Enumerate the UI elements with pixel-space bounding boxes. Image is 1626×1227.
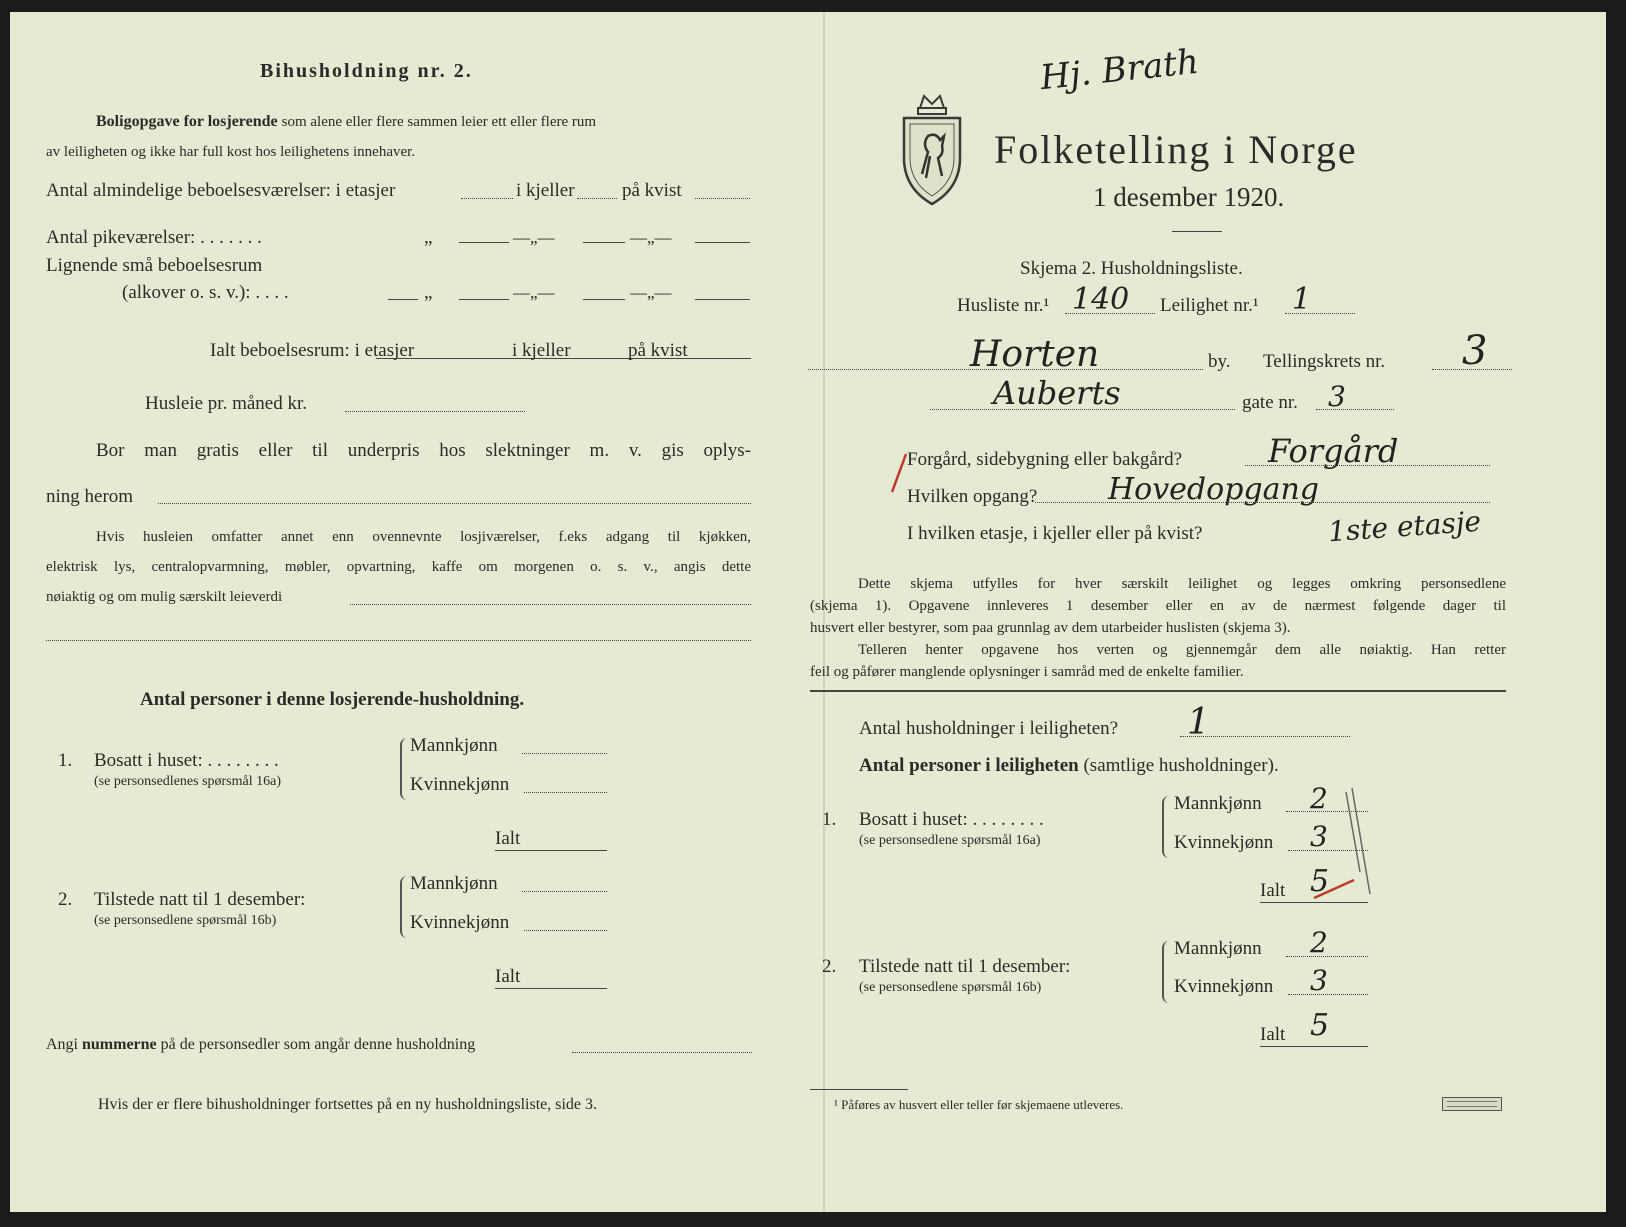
husleie-label: Husleie pr. måned kr.: [145, 393, 307, 414]
pike-ditto-3: —„—: [630, 228, 672, 247]
ialt-beboelse-label: Ialt beboelsesrum: i etasjer: [210, 340, 415, 361]
angi-line: [46, 1036, 475, 1054]
para-line-2: (skjema 1). Opgavene innleveres 1 desember eller en av de nærmest følgende dager til: [810, 598, 1506, 614]
pike-line-3: [695, 242, 750, 243]
q1-brace: [400, 738, 410, 800]
rq2-mann-line: [1286, 956, 1368, 957]
intro-rest-1: som alene eller flere sammen leier ett eller flere rum: [281, 114, 597, 130]
rq2-label: Tilstede natt til 1 desember:: [859, 956, 1071, 977]
para-line-1: Dette skjema utfylles for hver særskilt leilighet og legges omkring personsedlene: [858, 576, 1506, 592]
rq1-kvinne-label: Kvinnekjønn: [1174, 832, 1274, 853]
hvis-line-3: nøiaktig og om mulig særskilt leieverdi: [46, 589, 283, 605]
ialt-kvist-label: på kvist: [628, 340, 688, 361]
antal-bold: Antal personer i leiligheten: [859, 755, 1079, 776]
footnote-rule: [810, 1089, 908, 1090]
rooms-kvist-label: på kvist: [622, 180, 682, 201]
bor-line: [158, 503, 751, 504]
section-rule: [810, 690, 1506, 692]
forgard-line: [1245, 465, 1490, 466]
rq1-ialt-value: 5: [1310, 864, 1330, 899]
rooms-etasjer-line: [461, 198, 513, 199]
tellingskrets-label: Tellingskrets nr.: [1263, 351, 1386, 372]
rq1-sub: (se personsedlene spørsmål 16a): [859, 833, 1041, 848]
rq2-ialt-value: 5: [1310, 1008, 1330, 1043]
rq2-mann-label: Mannkjønn: [1174, 938, 1262, 959]
q2-mann-line: [522, 891, 607, 892]
opgang-value: Hovedopgang: [1108, 472, 1320, 507]
q2-kvinne-label: Kvinnekjønn: [410, 912, 510, 933]
leilighet-value: 1: [1292, 282, 1312, 317]
bor-line-1: Bor man gratis eller til underpris hos slektninger m. v. gis oplys-: [96, 440, 751, 461]
census-date: 1 desember 1920.: [1093, 182, 1285, 212]
q2-sub: (se personsedlene spørsmål 16b): [94, 913, 277, 928]
forgard-label: Forgård, sidebygning eller bakgård?: [907, 449, 1183, 470]
leieverdi-line: [350, 604, 751, 605]
main-title: Folketelling i Norge: [994, 127, 1358, 172]
angi-rest: på de personsedler som angår denne husholdning: [160, 1036, 476, 1053]
signature: Hj. Brath: [1038, 41, 1201, 99]
q2-ialt-line: [495, 988, 607, 989]
rooms-kjeller-label: i kjeller: [516, 180, 575, 201]
by-label: by.: [1208, 351, 1231, 372]
q2-kvinne-line: [524, 930, 607, 931]
blank-line: [46, 640, 751, 641]
q2-label: Tilstede natt til 1 desember:: [94, 889, 306, 910]
gate-line: [1316, 409, 1394, 410]
q1-kvinne-line: [524, 792, 607, 793]
tally-check-marks-icon: [1300, 782, 1380, 912]
q1-ialt-line: [495, 850, 607, 851]
street-value: Auberts: [993, 374, 1121, 412]
skjema-label: Skjema 2. Husholdningsliste.: [1020, 258, 1243, 279]
q1-label: Bosatt i huset: . . . . . . . .: [94, 750, 279, 771]
forgard-value: Forgård: [1268, 432, 1399, 470]
left-footer: Hvis der er flere bihusholdninger fortsettes på en ny husholdningsliste, side 3.: [98, 1096, 598, 1113]
etasje-value: 1ste etasje: [1327, 504, 1483, 549]
husliste-label: Husliste nr.¹: [957, 295, 1050, 316]
intro-line-1: [96, 113, 596, 131]
ant-hush-value: 1: [1187, 702, 1210, 743]
footnote: ¹ Påføres av husvert eller teller før skjemaene utleveres.: [834, 1097, 1124, 1112]
q1-ialt-label: Ialt: [495, 828, 521, 849]
lign-ditto-3: —„—: [630, 283, 672, 302]
leilighet-label: Leilighet nr.¹: [1160, 295, 1259, 316]
tellingskrets-value: 3: [1462, 328, 1488, 374]
angi-pre: Angi: [46, 1036, 78, 1053]
lign-line-3: [695, 299, 750, 300]
pike-ditto-1: „: [424, 227, 433, 248]
rq1-mann-label: Mannkjønn: [1174, 793, 1262, 814]
ant-hush-label: Antal husholdninger i leiligheten?: [859, 718, 1119, 739]
rq1-label: Bosatt i huset: . . . . . . . .: [859, 809, 1044, 830]
rq2-mann-value: 2: [1310, 926, 1328, 959]
antal-heading: Antal personer i denne losjerende-husholdning.: [140, 689, 525, 710]
q2-brace: [400, 876, 410, 938]
rooms-label: Antal almindelige beboelsesværelser: i etasjer: [46, 180, 396, 201]
lign-line-1: [459, 299, 509, 300]
lignende-line-1: Lignende små beboelsesrum: [46, 255, 263, 276]
town-value: Horten: [970, 334, 1100, 375]
lignende-line-2: (alkover o. s. v.): . . . .: [122, 282, 289, 303]
town-line: [808, 369, 1203, 370]
lign-ditto-2: —„—: [513, 283, 555, 302]
lign-line-0: [388, 299, 418, 300]
para-line-4: Telleren henter opgavene hos verten og gjennemgår dem alle nøiaktig. Han retter: [858, 642, 1506, 658]
angi-bold: nummerne: [82, 1036, 157, 1053]
rq2-kvinne-line: [1288, 994, 1368, 995]
hvis-line-2: elektrisk lys, centralopvarmning, møbler, opvartning, kaffe om morgenen o. s. v., angis dette: [46, 559, 751, 575]
rq2-ialt-line: [1260, 1046, 1368, 1047]
rq1-brace: [1162, 796, 1172, 858]
bor-line-2: ning herom: [46, 486, 134, 507]
gate-value: 3: [1328, 380, 1346, 413]
rooms-kjeller-line: [577, 198, 617, 199]
rq2-brace: [1162, 941, 1172, 1003]
etasje-label: I hvilken etasje, i kjeller eller på kvist?: [907, 523, 1203, 544]
husliste-line: [1065, 313, 1155, 314]
pike-ditto-2: —„—: [513, 228, 555, 247]
opgang-label: Hvilken opgang?: [907, 486, 1038, 507]
gate-label: gate nr.: [1242, 392, 1298, 413]
para-line-5: feil og påfører manglende oplysninger i samråd med de enkelte familier.: [810, 664, 1244, 680]
q1-mann-label: Mannkjønn: [410, 735, 498, 756]
rq2-ialt-label: Ialt: [1260, 1024, 1286, 1045]
leilighet-line: [1285, 313, 1355, 314]
ant-hush-line: [1180, 736, 1350, 737]
husliste-value: 140: [1072, 282, 1130, 317]
rq2-kvinne-label: Kvinnekjønn: [1174, 976, 1274, 997]
tellingskrets-line: [1432, 369, 1512, 370]
rq1-mann-value: 2: [1310, 782, 1328, 815]
q1-kvinne-label: Kvinnekjønn: [410, 774, 510, 795]
q2-ialt-label: Ialt: [495, 966, 521, 987]
rq1-ialt-label: Ialt: [1260, 880, 1286, 901]
coat-of-arms-icon: [898, 92, 966, 206]
ialt-kjeller-label: i kjeller: [512, 340, 571, 361]
q1-sub: (se personsedlenes spørsmål 16a): [94, 774, 282, 789]
angi-underline: [572, 1052, 752, 1053]
antal-personer-line: [859, 755, 1279, 777]
opgang-line: [1035, 502, 1490, 503]
q2-mann-label: Mannkjønn: [410, 873, 498, 894]
lign-ditto-1: „: [424, 282, 433, 303]
street-line: [930, 409, 1235, 410]
intro-bold: Boligopgave for losjerende: [96, 113, 278, 130]
rq2-kvinne-value: 3: [1310, 964, 1328, 997]
left-title: Bihusholdning nr. 2.: [260, 60, 473, 82]
q1-num: 1.: [58, 750, 73, 771]
rq2-sub: (se personsedlene spørsmål 16b): [859, 980, 1042, 995]
intro-line-2: av leiligheten og ikke har full kost hos leilighetens innehaver.: [46, 144, 416, 160]
rq1-num: 1.: [822, 809, 837, 830]
rq2-num: 2.: [822, 956, 837, 977]
q1-mann-line: [522, 753, 607, 754]
husleie-line: [345, 411, 525, 412]
rooms-kvist-line: [695, 198, 750, 199]
antal-rest: (samtlige husholdninger).: [1083, 755, 1279, 776]
q2-num: 2.: [58, 889, 73, 910]
census-form: [10, 12, 1606, 1212]
rq1-kvinne-value: 3: [1310, 820, 1328, 853]
lign-line-2: [583, 299, 625, 300]
hvis-line-1: Hvis husleien omfatter annet enn ovennevnte losjiværelser, f.eks adgang til kjøkken,: [96, 529, 751, 545]
pike-line-2: [583, 242, 625, 243]
printer-stamp-icon: [1442, 1097, 1502, 1111]
title-rule: [1172, 231, 1222, 232]
para-line-3: husvert eller bestyrer, som paa grunnlag av dem utarbeider huslisten (skjema 3).: [810, 620, 1291, 636]
pike-line-1: [459, 242, 509, 243]
pike-label: Antal pikeværelser: . . . . . . .: [46, 227, 262, 248]
